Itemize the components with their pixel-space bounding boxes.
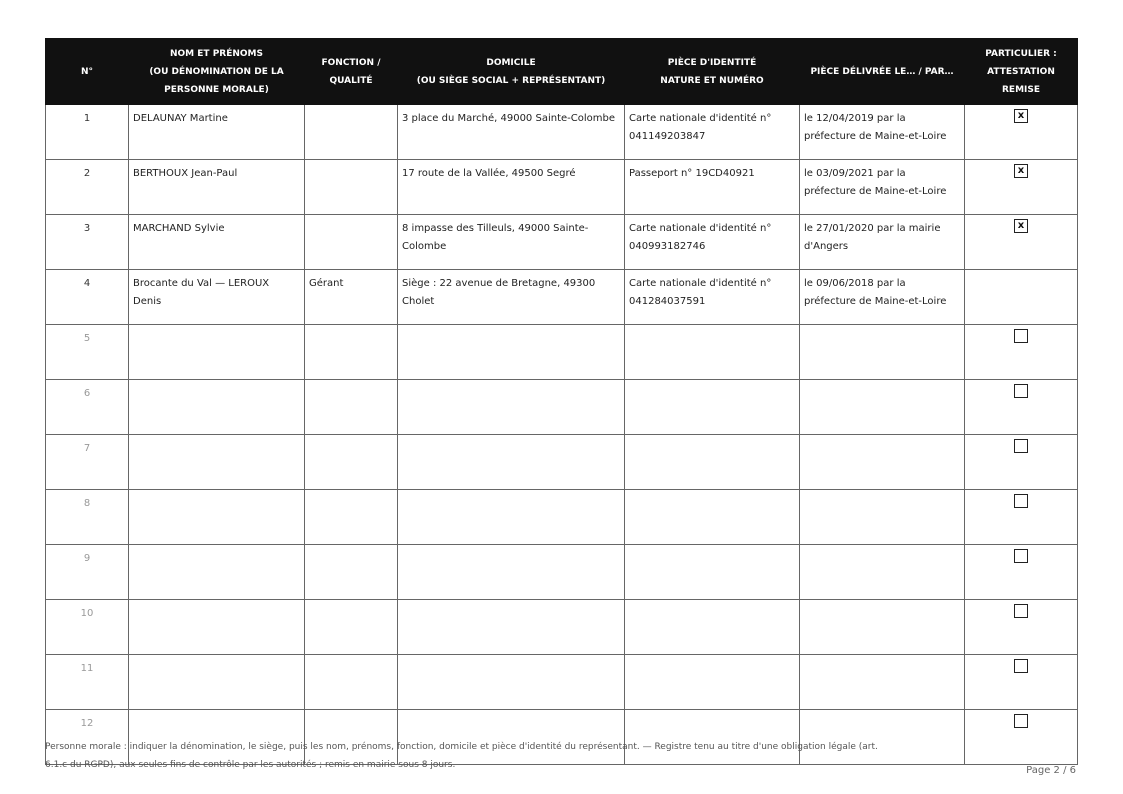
cell-role	[305, 435, 398, 490]
cell-issued	[800, 435, 965, 490]
cell-id-document	[625, 435, 800, 490]
cell-name	[129, 490, 305, 545]
table-row	[46, 215, 1078, 270]
page-number: Page 2 / 6	[1026, 765, 1076, 776]
cell-name: DELAUNAY Martine	[129, 105, 305, 160]
table-body	[46, 105, 1078, 765]
cell-attestation	[965, 545, 1078, 600]
header-line: FONCTION /	[321, 57, 381, 68]
cell-address: Siège : 22 avenue de Bretagne, 49300 Cholet	[398, 270, 625, 325]
cell-address	[398, 380, 625, 435]
cell-number: 1	[46, 105, 129, 160]
cell-name	[129, 600, 305, 655]
table-row	[46, 270, 1078, 325]
header-line: DOMICILE	[486, 57, 536, 68]
header-line: PIÈCE D'IDENTITÉ	[667, 57, 757, 68]
cell-attestation	[965, 600, 1078, 655]
header-name	[129, 39, 305, 105]
cell-name: Brocante du Val — LEROUX Denis	[129, 270, 305, 325]
header-role	[305, 39, 398, 105]
header-id-document	[625, 39, 800, 105]
table-row	[46, 545, 1078, 600]
header-line: QUALITÉ	[329, 75, 373, 86]
cell-role	[305, 105, 398, 160]
cell-id-document: Carte nationale d'identité n° 040993182746	[625, 215, 800, 270]
header-number	[46, 39, 129, 105]
attestation-checkbox[interactable]: x	[1014, 219, 1028, 233]
cell-number: 6	[46, 380, 129, 435]
cell-attestation	[965, 380, 1078, 435]
cell-id-document	[625, 380, 800, 435]
cell-issued: le 12/04/2019 par la préfecture de Maine-et-Loire	[800, 105, 965, 160]
cell-attestation	[965, 655, 1078, 710]
cell-id-document	[625, 490, 800, 545]
table-row	[46, 490, 1078, 545]
cell-number: 9	[46, 545, 129, 600]
cell-address: 3 place du Marché, 49000 Sainte-Colombe	[398, 105, 625, 160]
cell-address	[398, 490, 625, 545]
table-row	[46, 655, 1078, 710]
attestation-checkbox[interactable]	[1014, 439, 1028, 453]
cell-role	[305, 600, 398, 655]
cell-attestation	[965, 710, 1078, 765]
cell-id-document	[625, 545, 800, 600]
cell-attestation	[965, 160, 1078, 215]
cell-issued	[800, 380, 965, 435]
cell-id-document: Passeport n° 19CD40921	[625, 160, 800, 215]
header-issued	[800, 39, 965, 105]
cell-attestation	[965, 215, 1078, 270]
header-line: PARTICULIER :	[985, 48, 1057, 59]
cell-role: Gérant	[305, 270, 398, 325]
cell-issued	[800, 545, 965, 600]
cell-id-document	[625, 655, 800, 710]
cell-name	[129, 545, 305, 600]
cell-attestation	[965, 490, 1078, 545]
attestation-checkbox[interactable]	[1014, 659, 1028, 673]
cell-name	[129, 380, 305, 435]
header-line: (OU SIÈGE SOCIAL + REPRÉSENTANT)	[416, 75, 606, 86]
cell-address	[398, 435, 625, 490]
register-table	[45, 38, 1078, 765]
cell-name	[129, 325, 305, 380]
cell-number: 12	[46, 710, 129, 765]
table-row	[46, 380, 1078, 435]
attestation-checkbox[interactable]	[1014, 494, 1028, 508]
attestation-checkbox[interactable]: x	[1014, 164, 1028, 178]
cell-address: 17 route de la Vallée, 49500 Segré	[398, 160, 625, 215]
header-line: NATURE ET NUMÉRO	[660, 75, 764, 86]
table-row	[46, 105, 1078, 160]
cell-number: 7	[46, 435, 129, 490]
cell-role	[305, 490, 398, 545]
cell-address	[398, 545, 625, 600]
attestation-checkbox[interactable]	[1014, 384, 1028, 398]
attestation-checkbox[interactable]	[1014, 714, 1028, 728]
cell-number: 3	[46, 215, 129, 270]
cell-issued: le 03/09/2021 par la préfecture de Maine-et-Loire	[800, 160, 965, 215]
cell-role	[305, 545, 398, 600]
header-line: PIÈCE DÉLIVRÉE LE… / PAR…	[810, 66, 954, 77]
header-address	[398, 39, 625, 105]
cell-role	[305, 325, 398, 380]
header-line: REMISE	[1001, 84, 1040, 95]
cell-name: BERTHOUX Jean-Paul	[129, 160, 305, 215]
footnote: Personne morale : indiquer la dénomination, le siège, puis les nom, prénoms, fonction, domicile et pièce d'identité du représentant. — Registre tenu au titre d'une obligation légale (art. 6.1.c du RGPD), aux seules fins de contrôle par les autorités ; remis en mairie sous 8 jours.	[45, 742, 878, 770]
cell-id-document: Carte nationale d'identité n° 041284037591	[625, 270, 800, 325]
cell-attestation	[965, 325, 1078, 380]
attestation-checkbox[interactable]	[1014, 604, 1028, 618]
cell-address	[398, 600, 625, 655]
cell-role	[305, 655, 398, 710]
cell-address: 8 impasse des Tilleuls, 49000 Sainte-Colombe	[398, 215, 625, 270]
cell-attestation	[965, 270, 1078, 325]
cell-issued	[800, 490, 965, 545]
header-line: PERSONNE MORALE)	[164, 84, 269, 95]
cell-role	[305, 215, 398, 270]
cell-address	[398, 325, 625, 380]
cell-number: 4	[46, 270, 129, 325]
cell-issued	[800, 325, 965, 380]
cell-attestation	[965, 105, 1078, 160]
cell-issued: le 09/06/2018 par la préfecture de Maine-et-Loire	[800, 270, 965, 325]
cell-number: 10	[46, 600, 129, 655]
attestation-checkbox[interactable]	[1014, 549, 1028, 563]
cell-issued	[800, 655, 965, 710]
header-line: NOM ET PRÉNOMS	[170, 48, 263, 59]
cell-name: MARCHAND Sylvie	[129, 215, 305, 270]
table-row	[46, 600, 1078, 655]
cell-number: 5	[46, 325, 129, 380]
cell-attestation	[965, 435, 1078, 490]
cell-id-document	[625, 325, 800, 380]
table-row	[46, 325, 1078, 380]
cell-name	[129, 655, 305, 710]
cell-number: 2	[46, 160, 129, 215]
header-line: (OU DÉNOMINATION DE LA	[149, 66, 284, 77]
cell-name	[129, 435, 305, 490]
attestation-checkbox[interactable]: x	[1014, 109, 1028, 123]
header-line: ATTESTATION	[987, 66, 1055, 77]
table-row	[46, 435, 1078, 490]
table-header-row	[46, 39, 1078, 105]
cell-number: 11	[46, 655, 129, 710]
cell-id-document	[625, 600, 800, 655]
attestation-checkbox[interactable]	[1014, 329, 1028, 343]
header-line: N°	[80, 66, 94, 77]
cell-id-document: Carte nationale d'identité n° 041149203847	[625, 105, 800, 160]
cell-issued	[800, 600, 965, 655]
cell-address	[398, 655, 625, 710]
cell-number: 8	[46, 490, 129, 545]
header-attestation	[965, 39, 1078, 105]
cell-issued: le 27/01/2020 par la mairie d'Angers	[800, 215, 965, 270]
cell-role	[305, 380, 398, 435]
register-sheet	[45, 38, 1077, 765]
table-row	[46, 160, 1078, 215]
cell-role	[305, 160, 398, 215]
